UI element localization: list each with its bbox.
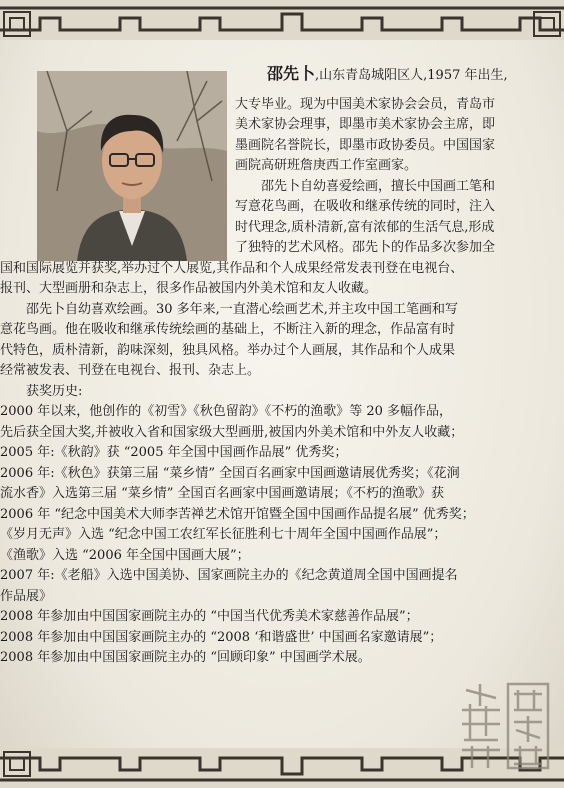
award-line: 作品展》 bbox=[0, 588, 53, 604]
text-line: 大专毕业。现为中国美术家协会会员，青岛市 bbox=[235, 96, 496, 112]
top-decorative-border bbox=[0, 0, 564, 40]
award-line: 2006 年 “纪念中国美术大师李苦禅艺术馆开馆暨全国中国画作品提名展” 优秀奖； bbox=[0, 506, 475, 522]
intro-line bbox=[267, 64, 537, 87]
award-line: 2005 年:《秋韵》获 “2005 年全国中国画作品展” 优秀奖； bbox=[0, 445, 348, 460]
text-line: 时代理念,质朴清新,富有浓郁的生活气息,形成 bbox=[235, 219, 495, 235]
biography-text bbox=[0, 64, 537, 669]
award-line: 2008 年参加由中国国家画院主办的 “2008 ‘和谐盛世’ 中国画名家邀请展”； bbox=[0, 629, 443, 645]
awards-heading: 获奖历史: bbox=[0, 383, 83, 399]
text-line: 画院高研班詹庚西工作室画家。 bbox=[235, 158, 418, 173]
artist-name: 邵先卜 bbox=[267, 64, 316, 83]
text-line: 意花鸟画。他在吸收和继承传统绘画的基础上，不断注入新的理念，作品富有时 bbox=[0, 322, 456, 337]
text-line: 经常被发表、刊登在电视台、报刊、杂志上。 bbox=[0, 363, 261, 378]
award-line: 2008 年参加由中国国家画院主办的 “回顾印象” 中国画学术展。 bbox=[0, 650, 371, 665]
award-line: 2008 年参加由中国国家画院主办的 “中国当代优秀美术家慈善作品展”； bbox=[0, 609, 419, 624]
text-line: 墨画院名誉院长，即墨市政协委员。中国国家 bbox=[235, 137, 496, 153]
text-line: 报刊、大型画册和杂志上，很多作品被国内外美术馆和友人收藏。 bbox=[0, 281, 378, 296]
text-line: 邵先卜自幼喜欢绘画。30 多年来,一直潜心绘画艺术,并主攻中国工笔画和写 bbox=[0, 301, 458, 317]
text-line: 写意花鸟画，在吸收和继承传统的同时，注入 bbox=[235, 199, 496, 214]
text-line: 代特色，质朴清新，韵味深刻，独具风格。举办过个人画展，其作品和个人成果 bbox=[0, 342, 456, 358]
intro-text: ,山东青岛城阳区人,1957 年出生, bbox=[315, 68, 508, 83]
text-line: 了独特的艺术风格。邵先卜的作品多次参加全 bbox=[235, 240, 496, 255]
award-line: 2006 年:《秋色》获第三届 “菜乡情” 全国百名画家中国画邀请展优秀奖；《花涧 bbox=[0, 465, 460, 481]
text-line: 邵先卜自幼喜爱绘画，擅长中国画工笔和 bbox=[235, 178, 496, 194]
award-line: 流水香》入选第三届 “菜乡情” 全国百名画家中国画邀请展；《不朽的渔歌》获 bbox=[0, 486, 445, 501]
award-line: 先后获全国大奖,并被收入省和国家级大型画册,被国内外美术馆和中外友人收藏； bbox=[0, 424, 464, 440]
text-line: 美术家协会理事，即墨市美术家协会主席，即 bbox=[235, 117, 496, 132]
award-line: 《岁月无声》入选 “纪念中国工农红军长征胜利七十周年全国中国画作品展”； bbox=[0, 527, 447, 542]
award-line: 2000 年以来，他创作的《初雪》《秋色留韵》《不朽的渔歌》等 20 多幅作品， bbox=[0, 404, 453, 419]
calligraphy-seal-stamp bbox=[456, 680, 552, 772]
award-line: 《渔歌》入选 “2006 年全国中国画大展”； bbox=[0, 547, 250, 563]
award-line: 2007 年:《老船》入选中国美协、国家画院主办的《纪念黄道周全国中国画提名 bbox=[0, 568, 458, 583]
text-line: 国和国际展览并获奖,举办过个人展览,其作品和个人成果经常发表刊登在电视台、 bbox=[0, 260, 464, 276]
